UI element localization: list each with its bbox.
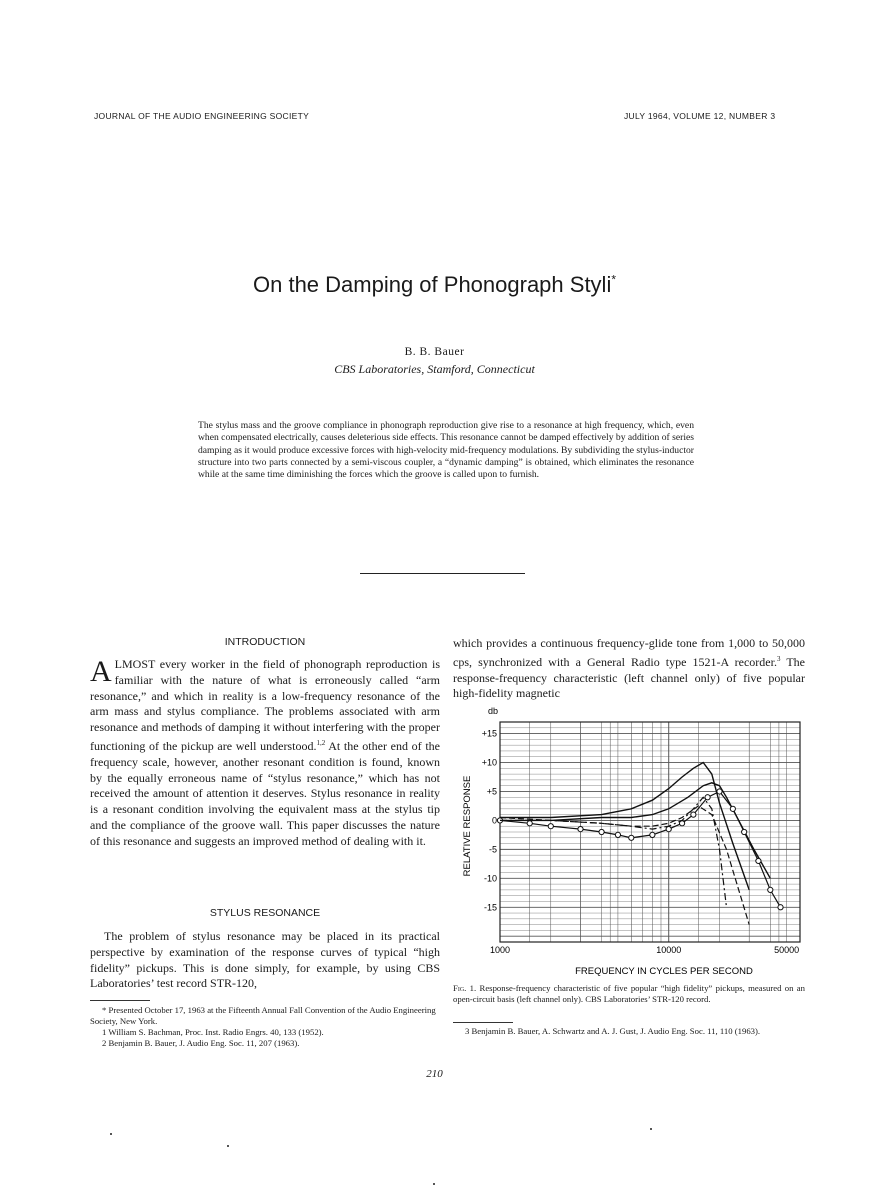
- footnote-2: 2 Benjamin B. Bauer, J. Audio Eng. Soc. 11, 207 (1963).: [102, 1038, 300, 1048]
- x-tick-labels: [490, 945, 799, 955]
- title-text: On the Damping of Phonograph Styli: [253, 272, 612, 297]
- y-axis-label: RELATIVE RESPONSE: [462, 775, 473, 877]
- right-ref-3: 3: [776, 654, 781, 663]
- y-tick-label: +5: [486, 786, 497, 797]
- y-tick-label: -15: [483, 902, 497, 913]
- x-axis-label: FREQUENCY IN CYCLES PER SECOND: [575, 966, 753, 977]
- x-tick-label: 50000: [774, 945, 800, 955]
- series-3-marker: [599, 829, 604, 834]
- footnote-1: 1 William S. Bachman, Proc. Inst. Radio Engrs. 40, 133 (1952).: [102, 1027, 324, 1037]
- y-tick-labels: [482, 729, 497, 913]
- series-3-marker: [705, 795, 710, 800]
- y-tick-label: -10: [483, 873, 497, 884]
- series-3-marker: [730, 806, 735, 811]
- footnote-rule: [90, 1000, 150, 1001]
- chart-grid: [500, 722, 800, 942]
- y-unit-label: db: [488, 706, 499, 716]
- series-line-4: [500, 806, 749, 925]
- series-3-marker: [615, 832, 620, 837]
- series-3-marker: [717, 789, 722, 794]
- stylus-resonance-heading: STYLUS RESONANCE: [209, 907, 321, 919]
- right-column-body: [453, 636, 805, 702]
- series-3-marker: [650, 832, 655, 837]
- series-3-marker: [548, 824, 553, 829]
- series-3-marker: [691, 812, 696, 817]
- right-text-a: which provides a continuous frequency-glide tone from 1,000 to 50,000 cps, synchronized with a General Radio type 1521-A recorder.: [453, 636, 805, 669]
- response-frequency-chart: [450, 700, 810, 980]
- figure-caption-text: Response-frequency characteristic of five popular “high fidelity” pickups, measured on an open-circuit basis (left channel only). CBS Laboratories’ STR-120 record.: [453, 983, 805, 1004]
- paper-title: [0, 272, 869, 298]
- intro-ref-1-2: 1,2: [316, 738, 326, 747]
- x-tick-label: 10000: [656, 945, 682, 955]
- y-tick-label: +15: [481, 728, 497, 739]
- section-divider: [360, 573, 525, 574]
- scan-speck: [650, 1128, 652, 1130]
- footnote-3: 3 Benjamin B. Bauer, A. Schwartz and A. J. Gust, J. Audio Eng. Soc. 11, 110 (1963).: [465, 1026, 761, 1036]
- intro-text-a: LMOST every worker in the field of phonograph reproduction is familiar with the nature of what is erroneously called “arm resonance,” and which in reality is a low-frequency resonance of the arm mass and stylus compliance. The problems associated with arm resonance and methods of damping it without interfering with the proper functioning of the pickup are well understood.: [90, 657, 440, 753]
- title-footnote-mark: *: [611, 272, 616, 287]
- y-tick-label: 0: [491, 815, 497, 826]
- abstract: The stylus mass and the groove compliance in phonograph reproduction give rise to a resonance at high frequency, which, even when compensated electrically, causes deleterious side effects. This resonance cannot be damped effectively by addition of series damping as it would produce excessive forces with high-velocity mid-frequency modulations. By subdividing the stylus-inductor structure into two parts connected by a semi-viscous coupler, a “dynamic damping” is obtained, which eliminates the resonance while at the same time diminishing the forces which the groove is called upon to furnish.: [198, 420, 694, 481]
- y-tick-label: -5: [488, 844, 497, 855]
- introduction-heading: INTRODUCTION: [224, 636, 306, 648]
- page-number: 210: [426, 1068, 443, 1080]
- series-3-marker: [778, 905, 783, 910]
- figure-caption: [453, 983, 805, 1005]
- scan-speck: [433, 1183, 435, 1185]
- issue-header: JULY 1964, VOLUME 12, NUMBER 3: [624, 111, 776, 121]
- right-text-b: The response-frequency characteristic (left channel only) of five popular high-fidelity magnetic: [453, 654, 805, 701]
- scan-speck: [110, 1133, 112, 1135]
- footnotes-right: [453, 1026, 805, 1037]
- author-affiliation: CBS Laboratories, Stamford, Connecticut: [334, 362, 535, 376]
- figure-caption-label: Fig. 1.: [453, 983, 477, 993]
- series-3-marker: [756, 858, 761, 863]
- stylus-resonance-body: [90, 929, 440, 992]
- footnotes-left: [90, 1005, 440, 1049]
- stylus-resonance-text: The problem of stylus resonance may be placed in its practical perspective by examination of the response curves of typical “high fidelity” pickups. This is done simply, for example, by using CBS Laboratories’ test record STR-120,: [90, 929, 440, 991]
- drop-cap: A: [90, 655, 112, 688]
- series-3-marker: [768, 887, 773, 892]
- introduction-body: [90, 657, 440, 850]
- series-3-marker: [578, 827, 583, 832]
- intro-text-b: At the other end of the frequency scale, however, another resonant condition is found, known by the equally erroneous name of “stylus resonance,” which has not received the amount of attention it deserves. Stylus resonance in reality is a resonant condition involving the equivalent mass at the stylus tip and the compliance of the groove wall. This paper discusses the nature of this resonance and suggests an improved method of dealing with it.: [90, 738, 441, 848]
- footnote-rule-right: [453, 1022, 513, 1023]
- footnote-star: * Presented October 17, 1963 at the Fifteenth Annual Fall Convention of the Audio Engineering Society, New York.: [90, 1005, 436, 1026]
- series-3-marker: [742, 829, 747, 834]
- scan-speck: [227, 1145, 229, 1147]
- series-3-marker: [666, 827, 671, 832]
- journal-header: JOURNAL OF THE AUDIO ENGINEERING SOCIETY: [94, 111, 310, 121]
- series-3-marker: [629, 835, 634, 840]
- x-tick-label: 1000: [489, 945, 511, 955]
- series-3-marker: [527, 821, 532, 826]
- author-name: B. B. Bauer: [404, 346, 465, 358]
- y-tick-label: +10: [481, 757, 497, 768]
